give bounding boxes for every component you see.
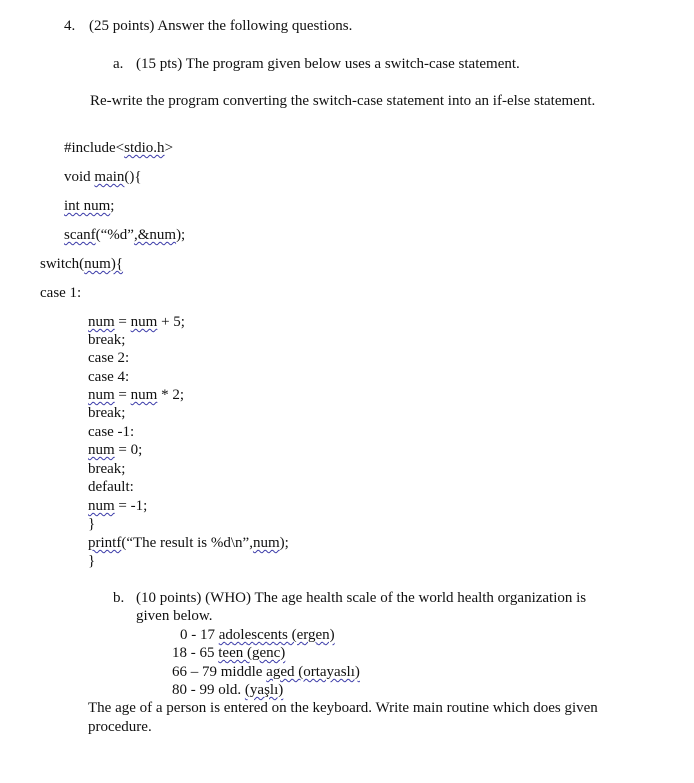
part-b-text: given below. — [136, 608, 213, 624]
code-line-close-main: } — [88, 553, 96, 569]
part-b-label: b. — [113, 590, 125, 606]
code-line-default: default: — [88, 479, 134, 495]
code-line-case4: case 4: — [88, 369, 130, 385]
part-b-text: (10 points) (WHO) The age health scale of the world health organization is — [136, 590, 587, 606]
code-line-assign-zero: num = 0; — [88, 442, 143, 458]
age-scale-row: 0 - 17 adolescents (ergen) — [180, 627, 335, 643]
code-line-include: #include<stdio.h> — [64, 140, 174, 156]
code-line-add: num = num + 5; — [88, 314, 185, 330]
code-line-close-switch: } — [88, 516, 96, 532]
part-a-label: a. — [113, 56, 124, 72]
age-scale-row: 18 - 65 teen (genc) — [172, 645, 286, 661]
code-line-case1: case 1: — [40, 285, 82, 301]
part-a-instruction: Re-write the program converting the switch-case statement into an if-else statement. — [90, 93, 596, 109]
age-scale-row: 66 – 79 middle aged (ortayaslı) — [172, 664, 360, 680]
code-line-break: break; — [88, 405, 126, 421]
code-line-multiply: num = num * 2; — [88, 387, 184, 403]
part-a-intro: (15 pts) The program given below uses a switch-case statement. — [136, 56, 520, 72]
part-b-task: The age of a person is entered on the keyboard. Write main routine which does given — [88, 700, 598, 716]
code-line-assign-minus1: num = -1; — [88, 498, 148, 514]
code-line-main: void main(){ — [64, 169, 142, 185]
part-b-task: procedure. — [88, 719, 152, 735]
code-line-switch: switch(num){ — [40, 256, 124, 272]
question-title: (25 points) Answer the following questions. — [89, 18, 353, 34]
code-line-case2: case 2: — [88, 350, 130, 366]
code-line-case-minus1: case -1: — [88, 424, 135, 440]
code-line-break: break; — [88, 461, 126, 477]
question-number: 4. — [64, 18, 76, 34]
code-line-printf: printf(“The result is %d\n”,num); — [88, 535, 289, 551]
age-scale-row: 80 - 99 old. (yaşlı) — [172, 682, 284, 698]
code-line-scanf: scanf(“%d”,&num); — [64, 227, 186, 243]
code-line-break: break; — [88, 332, 126, 348]
code-line-declaration: int num; — [64, 198, 115, 214]
